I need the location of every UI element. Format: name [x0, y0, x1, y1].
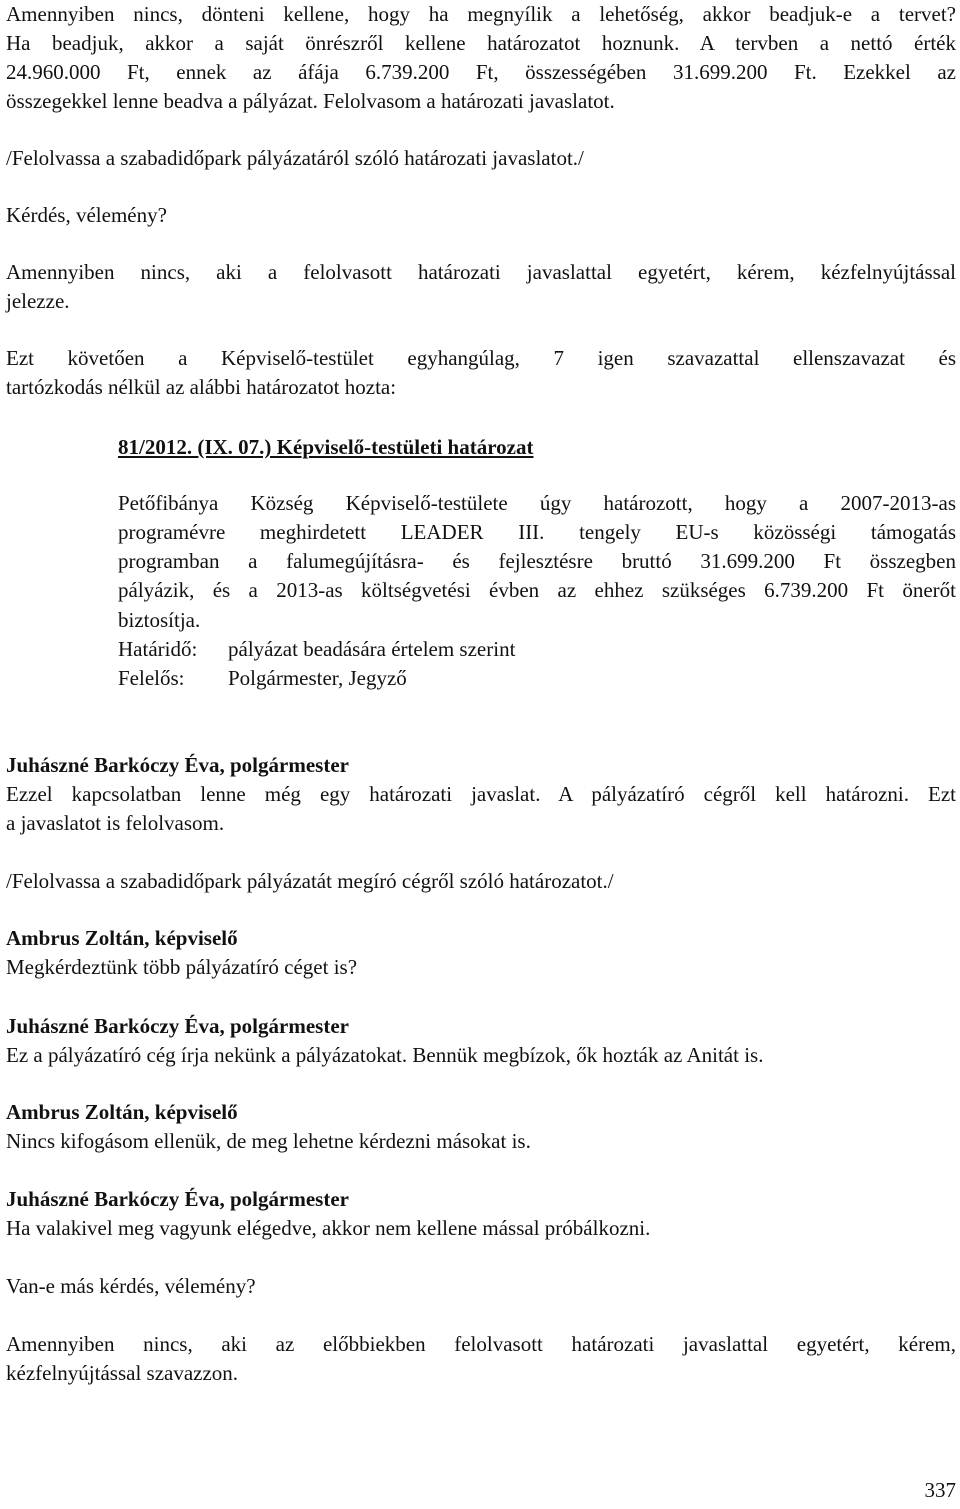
question-prompt: Kérdés, vélemény? [6, 203, 167, 227]
resolution-title: 81/2012. (IX. 07.) Képviselő-testületi határozat [118, 435, 534, 459]
vote-request-line-2: jelezze. [6, 289, 70, 313]
vote-result-line-1: Ezt követően a Képviselő-testület egyhangúlag, 7 igen szavazattal ellenszavazat és [6, 346, 956, 370]
resolution-body-line-2: programévre meghirdetett LEADER III. tengely EU-s közösségi támogatás [118, 520, 956, 544]
intro-line-3: 24.960.000 Ft, ennek az áfája 6.739.200 Ft, összességében 31.699.200 Ft. Ezekkel az [6, 60, 956, 84]
reading-note: /Felolvassa a szabadidőpark pályázatáról szóló határozati javaslatot./ [6, 146, 584, 170]
intro-line-1: Amennyiben nincs, dönteni kellene, hogy ha megnyílik a lehetőség, akkor beadjuk-e a tervet? [6, 2, 956, 26]
intro-line-4: összegekkel lenne beadva a pályázat. Felolvasom a határozati javaslatot. [6, 89, 615, 113]
vote-result-line-2: tartózkodás nélkül az alábbi határozatot hozta: [6, 375, 397, 399]
deadline-label: Határidő: [118, 637, 198, 661]
speech-line: Nincs kifogásom ellenük, de meg lehetne kérdezni másokat is. [6, 1129, 531, 1153]
intro-line-2: Ha beadjuk, akkor a saját önrészről kellene határozatot hoznunk. A tervben a nettó érték [6, 31, 956, 55]
speech-line: Ez a pályázatíró cég írja nekünk a pályázatokat. Bennük megbízok, ők hozták az Anitát is. [6, 1043, 764, 1067]
speaker-name: Ambrus Zoltán, képviselő [6, 926, 238, 950]
resolution-body-line-3: programban a falumegújításra- és fejlesztésre bruttó 31.699.200 Ft összegben [118, 549, 956, 573]
speaker-name: Juhászné Barkóczy Éva, polgármester [6, 1014, 349, 1038]
resolution-body-line-5: biztosítja. [118, 608, 201, 632]
speaker-name: Juhászné Barkóczy Éva, polgármester [6, 753, 349, 777]
reading-note-2: /Felolvassa a szabadidőpark pályázatát megíró cégről szóló határozatot./ [6, 869, 614, 893]
speaker-name: Ambrus Zoltán, képviselő [6, 1100, 238, 1124]
responsible-value: Polgármester, Jegyző [228, 666, 407, 690]
speech-line: Megkérdeztünk több pályázatíró céget is? [6, 955, 358, 979]
closing-line-1: Amennyiben nincs, aki az előbbiekben felolvasott határozati javaslattal egyetért, kérem, [6, 1332, 956, 1356]
responsible-label: Felelős: [118, 666, 185, 690]
closing-line-2: kézfelnyújtással szavazzon. [6, 1361, 239, 1385]
responsible-row [118, 664, 956, 692]
resolution-body-line-4: pályázik, és a 2013-as költségvetési évben az ehhez szükséges 6.739.200 Ft önerőt [118, 578, 956, 602]
deadline-row [118, 635, 956, 663]
speech-line: Ezzel kapcsolatban lenne még egy határozati javaslat. A pályázatíró cégről kell határozni. Ezt [6, 782, 956, 806]
page-number: 337 [924, 1478, 956, 1502]
closing-question: Van-e más kérdés, vélemény? [6, 1274, 256, 1298]
deadline-value: pályázat beadására értelem szerint [228, 637, 516, 661]
speaker-name: Juhászné Barkóczy Éva, polgármester [6, 1187, 349, 1211]
resolution-body-line-1: Petőfibánya Község Képviselő-testülete úgy határozott, hogy a 2007-2013-as [118, 491, 956, 515]
speech-line: a javaslatot is felolvasom. [6, 811, 225, 835]
vote-request-line-1: Amennyiben nincs, aki a felolvasott határozati javaslattal egyetért, kérem, kézfelnyújtással [6, 260, 956, 284]
speech-line: Ha valakivel meg vagyunk elégedve, akkor nem kellene mással próbálkozni. [6, 1216, 651, 1240]
